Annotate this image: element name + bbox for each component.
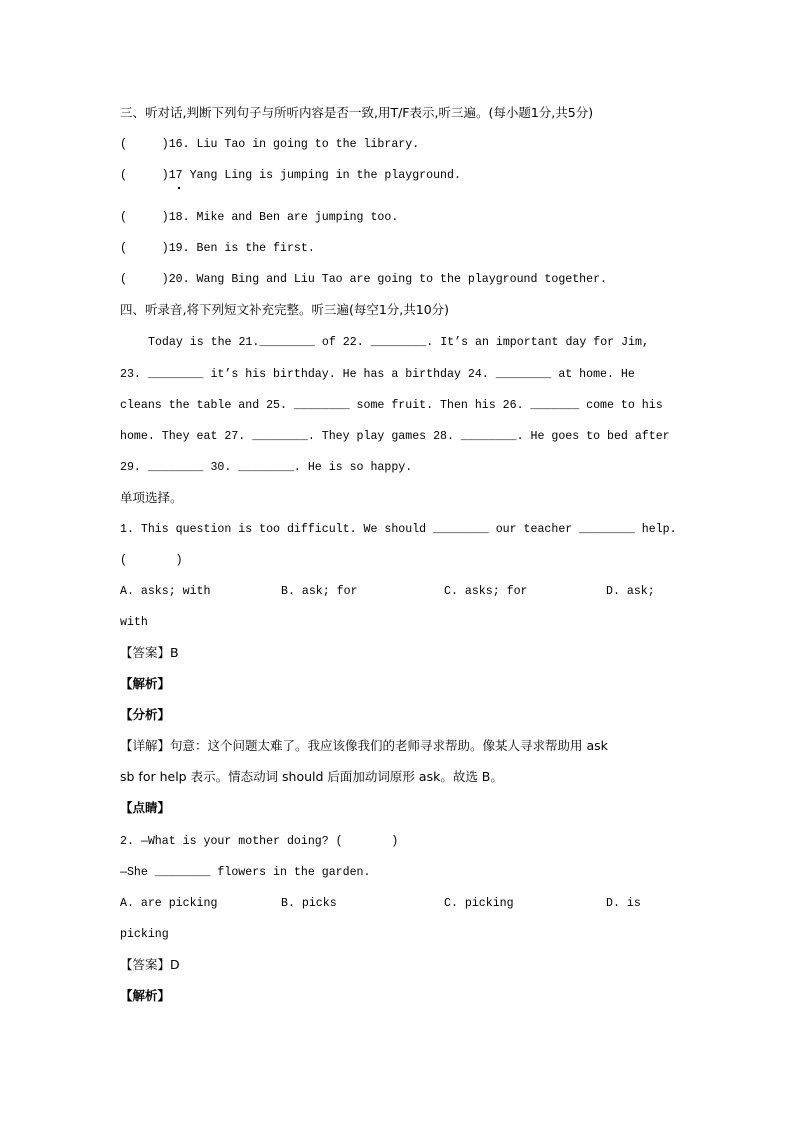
q1-option-b: B. ask; for: [281, 585, 358, 598]
tf-item-19: ( )19. Ben is the first.: [120, 242, 315, 255]
q2-option-c: C. picking: [444, 897, 514, 910]
q1-paren: ( ): [120, 554, 183, 567]
q2-answer: 【答案】D: [120, 957, 180, 972]
tf-item-16: ( )16. Liu Tao in going to the library.: [120, 138, 420, 151]
passage-line: 29. ________ 30. ________. He is so happy.: [120, 461, 413, 474]
q1-option-a: A. asks; with: [120, 585, 211, 598]
q1-dianjing-label: 【点睛】: [120, 800, 171, 815]
passage-line: cleans the table and 25. ________ some fruit. Then his 26. _______ come to his: [120, 399, 663, 412]
q2-line2: —She ________ flowers in the garden.: [120, 866, 371, 879]
stray-dot: [178, 187, 180, 189]
q1-option-d: D. ask;: [606, 585, 655, 598]
q1-fenxi-label: 【分析】: [120, 707, 171, 722]
q1-option-c: C. asks; for: [444, 585, 528, 598]
q1-analysis-label: 【解析】: [120, 676, 171, 691]
tf-item-17: ( )17 Yang Ling is jumping in the playground.: [120, 169, 461, 182]
q1-detail-cont: sb for help 表示。情态动词 should 后面加动词原形 ask。故选 B。: [120, 769, 503, 784]
tf-item-20: ( )20. Wang Bing and Liu Tao are going to the playground together.: [120, 273, 608, 286]
q1-answer: 【答案】B: [120, 645, 179, 660]
q1-option-wrap: with: [120, 616, 148, 629]
passage-line: Today is the 21.________ of 22. ________. It’s an important day for Jim,: [148, 336, 649, 349]
section3-heading: 三、听对话,判断下列句子与所听内容是否一致,用T/F表示,听三遍。(每小题1分,共5分): [120, 105, 594, 120]
section4-heading: 四、听录音,将下列短文补充完整。听三遍(每空1分,共10分): [120, 302, 450, 317]
q1-detail: 【详解】句意：这个问题太难了。我应该像我们的老师寻求帮助。像某人寻求帮助用 ask: [120, 738, 608, 753]
q2-stem: 2. —What is your mother doing? ( ): [120, 835, 399, 848]
tf-item-18: ( )18. Mike and Ben are jumping too.: [120, 211, 399, 224]
q2-option-b: B. picks: [281, 897, 337, 910]
passage-line: home. They eat 27. ________. They play games 28. ________. He goes to bed after: [120, 430, 670, 443]
passage-line: 23. ________ it’s his birthday. He has a birthday 24. ________ at home. He: [120, 368, 635, 381]
q2-option-d: D. is: [606, 897, 641, 910]
q2-option-wrap: picking: [120, 928, 169, 941]
q1-stem: 1. This question is too difficult. We should ________ our teacher ________ help.: [120, 523, 677, 536]
q2-analysis-label: 【解析】: [120, 988, 171, 1003]
section5-heading: 单项选择。: [120, 490, 183, 505]
q2-option-a: A. are picking: [120, 897, 218, 910]
